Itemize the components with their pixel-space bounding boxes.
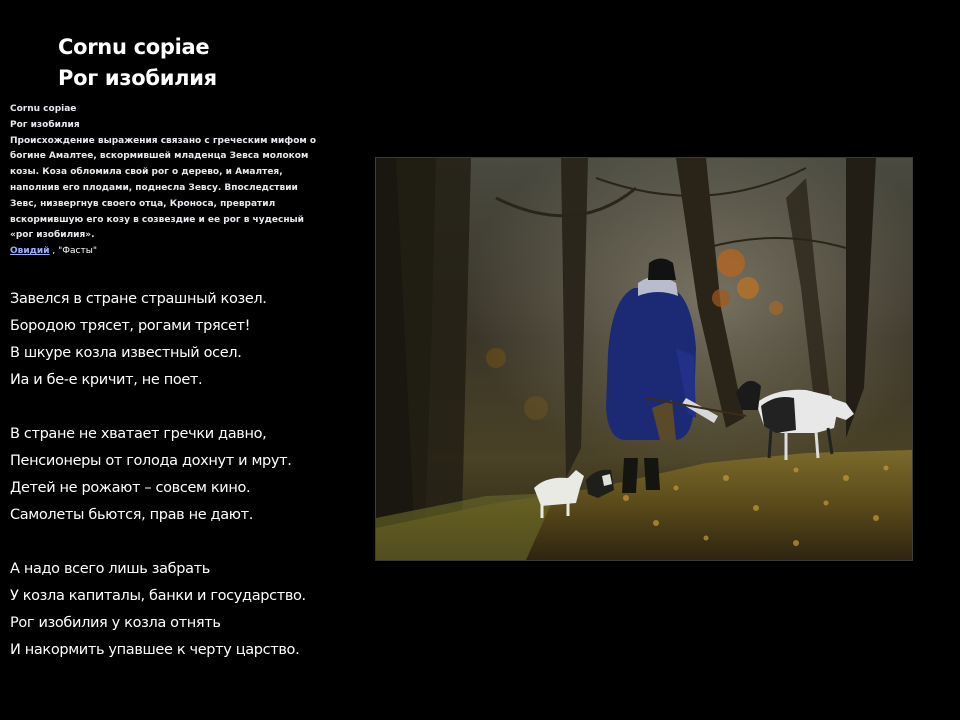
reference-line: Происхождение выражения связано с греческим мифом о xyxy=(10,135,317,146)
reference-line: Рог изобилия xyxy=(10,119,80,130)
poem-stanza xyxy=(10,421,306,529)
poem-line: Бородою трясет, рогами трясет! xyxy=(10,318,251,334)
poem-line: Завелся в стране страшный козел. xyxy=(10,291,267,307)
poem-stanza xyxy=(10,556,306,664)
poem-line: Иа и бе-е кричит, не поет. xyxy=(10,372,203,388)
reference-line: вскормившую его козу в созвездие и ее рог в чудесный xyxy=(10,214,304,225)
poem-line: В стране не хватает гречки давно, xyxy=(10,426,267,442)
reference-line: «рог изобилия». xyxy=(10,230,95,241)
reference-line: Cornu copiae xyxy=(10,104,77,114)
poem-line: В шкуре козла известный осел. xyxy=(10,345,242,361)
slide-title-russian: Рог изобилия xyxy=(58,66,217,90)
poem-stanza xyxy=(10,286,306,394)
poem-line: И накормить упавшее к черту царство. xyxy=(10,642,300,658)
poem-line: Рог изобилия у козла отнять xyxy=(10,615,221,631)
source-author-link[interactable]: Овидий xyxy=(10,246,50,257)
reference-note xyxy=(10,102,358,260)
slide-title-latin: Cornu copiae xyxy=(58,35,210,59)
slide-title xyxy=(58,32,217,94)
reference-line: козы. Коза обломила свой рог о дерево, и Амалтея, xyxy=(10,167,283,178)
reference-line: Зевс, низвергнув своего отца, Кроноса, превратил xyxy=(10,198,276,209)
poem-line: Пенсионеры от голода дохнут и мрут. xyxy=(10,453,292,469)
source-work: , "Фасты" xyxy=(49,246,97,257)
photo-man-with-goats xyxy=(375,157,913,561)
poem-line: Самолеты бьются, прав не дают. xyxy=(10,507,253,523)
poem xyxy=(10,286,306,664)
poem-line: У козла капиталы, банки и государство. xyxy=(10,588,306,604)
poem-line: Детей не рожают – совсем кино. xyxy=(10,480,251,496)
poem-line: А надо всего лишь забрать xyxy=(10,561,210,577)
reference-line: богине Амалтее, вскормившей младенца Зевса молоком xyxy=(10,151,309,162)
reference-line: наполнив его плодами, поднесла Зевсу. Впоследствии xyxy=(10,182,298,193)
reference-source xyxy=(10,244,358,260)
